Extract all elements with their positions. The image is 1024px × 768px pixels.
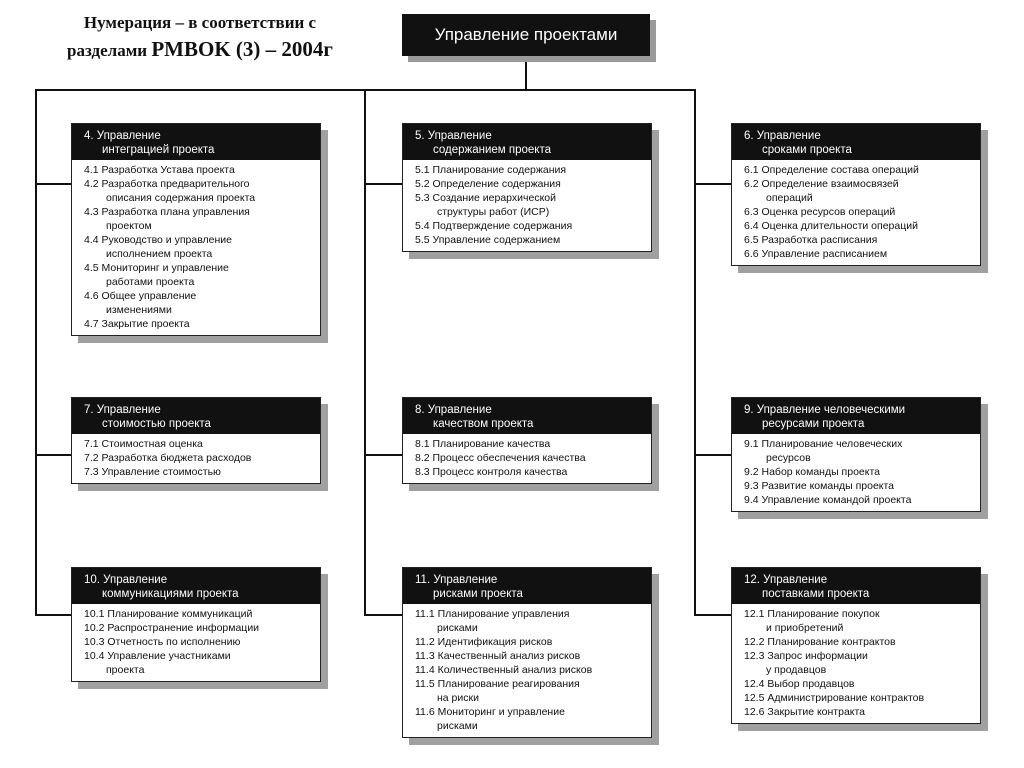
process-item-text: 8.3 Процесс контроля качества xyxy=(415,466,568,478)
connector-left-trunk xyxy=(35,89,37,615)
area-header xyxy=(732,124,980,160)
process-item xyxy=(84,177,314,205)
process-item-text: 8.2 Процесс обеспечения качества xyxy=(415,452,586,464)
process-item-text: 5.3 Создание иерархической xyxy=(415,192,556,204)
caption-line-1: Нумерация – в соответствии с xyxy=(83,13,317,32)
process-item xyxy=(84,437,314,451)
process-item-text-continued: проекта xyxy=(106,664,145,676)
process-item xyxy=(744,247,974,261)
process-item xyxy=(744,177,974,205)
process-item xyxy=(744,479,974,493)
area-item-list xyxy=(403,604,651,737)
connector-middle-trunk xyxy=(364,89,366,615)
process-item xyxy=(744,691,974,705)
process-item-text-continued: изменениями xyxy=(106,304,172,316)
process-item xyxy=(744,649,974,677)
process-item-text-continued: рисками xyxy=(437,622,478,634)
process-item-text: 4.2 Разработка предварительного xyxy=(84,178,250,190)
connector-branch-scope xyxy=(364,183,402,185)
process-item-text: 10.4 Управление участниками xyxy=(84,650,231,662)
process-item xyxy=(84,233,314,261)
process-item xyxy=(415,191,645,219)
area-title: 10. Управление xyxy=(84,574,168,586)
connector-branch-quality xyxy=(364,454,402,456)
connector-branch-risk xyxy=(364,614,402,616)
process-item-text: 7.1 Стоимостная оценка xyxy=(84,438,203,450)
process-item-text: 11.3 Качественный анализ рисков xyxy=(415,650,581,662)
area-box-time xyxy=(731,123,981,266)
process-item-text: 12.6 Закрытие контракта xyxy=(744,706,866,718)
process-item-text: 4.6 Общее управление xyxy=(84,290,197,302)
process-item-text: 11.1 Планирование управления xyxy=(415,608,570,620)
process-item xyxy=(744,677,974,691)
process-item xyxy=(84,163,314,177)
process-item xyxy=(415,437,645,451)
area-title: 6. Управление xyxy=(744,130,821,142)
process-item-text: 5.5 Управление содержанием xyxy=(415,234,561,246)
area-item-list xyxy=(403,434,651,483)
process-item xyxy=(84,289,314,317)
process-item-text: 11.5 Планирование реагирования xyxy=(415,678,580,690)
process-item-text: 6.3 Оценка ресурсов операций xyxy=(744,206,896,218)
area-item-list xyxy=(72,160,320,335)
connector-branch-procurement xyxy=(694,614,731,616)
area-header xyxy=(72,398,320,434)
process-item xyxy=(84,465,314,479)
process-item-text: 12.2 Планирование контрактов xyxy=(744,636,896,648)
process-item-text-continued: структуры работ (ИСР) xyxy=(437,206,550,218)
area-header xyxy=(403,568,651,604)
process-item xyxy=(744,163,974,177)
process-item xyxy=(415,219,645,233)
connector-branch-hr xyxy=(694,454,731,456)
process-item-text: 4.5 Мониторинг и управление xyxy=(84,262,229,274)
area-box-cost xyxy=(71,397,321,484)
area-header xyxy=(732,398,980,434)
process-item-text-continued: рисками xyxy=(437,720,478,732)
area-item-list xyxy=(403,160,651,251)
area-subtitle: содержанием проекта xyxy=(433,144,551,156)
process-item xyxy=(744,607,974,635)
process-item xyxy=(415,649,645,663)
process-item xyxy=(84,635,314,649)
process-item-text: 6.4 Оценка длительности операций xyxy=(744,220,918,232)
process-item-text: 10.2 Распространение информации xyxy=(84,622,260,634)
process-item-text: 4.7 Закрытие проекта xyxy=(84,318,190,330)
process-item-text: 5.2 Определение содержания xyxy=(415,178,561,190)
process-item-text: 9.4 Управление командой проекта xyxy=(744,494,912,506)
area-item-list xyxy=(72,604,320,681)
process-item-text-continued: у продавцов xyxy=(766,664,827,676)
process-item xyxy=(415,607,645,635)
process-item xyxy=(744,233,974,247)
process-item-text-continued: исполнением проекта xyxy=(106,248,213,260)
area-title: 12. Управление xyxy=(744,574,828,586)
process-item xyxy=(744,465,974,479)
process-item-text: 8.1 Планирование качества xyxy=(415,438,551,450)
area-title: 8. Управление xyxy=(415,404,492,416)
area-subtitle: ресурсами проекта xyxy=(762,418,865,430)
process-item-text-continued: работами проекта xyxy=(106,276,195,288)
process-item xyxy=(84,261,314,289)
area-title: 11. Управление xyxy=(415,574,498,586)
area-subtitle: стоимостью проекта xyxy=(102,418,211,430)
area-title: 9. Управление человеческими xyxy=(744,404,906,416)
process-item-text: 5.4 Подтверждение содержания xyxy=(415,220,573,232)
area-header xyxy=(403,124,651,160)
process-item xyxy=(415,635,645,649)
connector-branch-integration xyxy=(35,183,71,185)
process-item xyxy=(744,205,974,219)
area-subtitle: рисками проекта xyxy=(433,588,523,600)
area-item-list xyxy=(732,160,980,265)
connector-branch-communications xyxy=(35,614,71,616)
process-item-text-continued: и приобретений xyxy=(766,622,844,634)
process-item-text: 4.4 Руководство и управление xyxy=(84,234,232,246)
diagram-caption xyxy=(20,10,380,64)
process-item xyxy=(415,451,645,465)
area-subtitle: коммуникациями проекта xyxy=(102,588,239,600)
caption-line-2-prefix: разделами xyxy=(67,41,152,60)
process-item xyxy=(84,451,314,465)
area-title: 7. Управление xyxy=(84,404,161,416)
process-item-text: 11.2 Идентификация рисков xyxy=(415,636,553,648)
process-item xyxy=(415,663,645,677)
process-item-text: 10.1 Планирование коммуникаций xyxy=(84,608,253,620)
process-item-text: 9.1 Планирование человеческих xyxy=(744,438,903,450)
root-node-project-management: Управление проектами xyxy=(402,14,650,56)
area-subtitle: поставками проекта xyxy=(762,588,870,600)
process-item-text-continued: на риски xyxy=(437,692,479,704)
process-item-text: 4.1 Разработка Устава проекта xyxy=(84,164,235,176)
process-item-text: 12.4 Выбор продавцов xyxy=(744,678,855,690)
process-item-text: 4.3 Разработка плана управления xyxy=(84,206,250,218)
process-item-text: 9.2 Набор команды проекта xyxy=(744,466,880,478)
process-item-text: 7.3 Управление стоимостью xyxy=(84,466,221,478)
process-item-text: 6.1 Определение состава операций xyxy=(744,164,919,176)
process-item xyxy=(415,677,645,705)
process-item xyxy=(415,177,645,191)
process-item xyxy=(744,437,974,465)
process-item-text-continued: проектом xyxy=(106,220,152,232)
caption-line-2-pmbok: PMBOK (3) – 2004г xyxy=(151,37,333,61)
process-item xyxy=(84,649,314,677)
area-subtitle: качеством проекта xyxy=(433,418,534,430)
process-item-text-continued: описания содержания проекта xyxy=(106,192,256,204)
process-item-text: 11.6 Мониторинг и управление xyxy=(415,706,565,718)
process-item xyxy=(84,621,314,635)
connector-right-trunk xyxy=(694,89,696,615)
connector-branch-time xyxy=(694,183,731,185)
process-item xyxy=(744,219,974,233)
area-item-list xyxy=(732,434,980,511)
process-item xyxy=(84,607,314,621)
process-item-text: 12.3 Запрос информации xyxy=(744,650,868,662)
process-item xyxy=(415,163,645,177)
area-title: 5. Управление xyxy=(415,130,492,142)
connector-branch-cost xyxy=(35,454,71,456)
process-item xyxy=(415,233,645,247)
area-subtitle: интеграцией проекта xyxy=(102,144,215,156)
process-item-text: 12.1 Планирование покупок xyxy=(744,608,880,620)
area-item-list xyxy=(732,604,980,723)
process-item-text: 6.5 Разработка расписания xyxy=(744,234,878,246)
area-box-integration xyxy=(71,123,321,336)
process-item xyxy=(84,205,314,233)
area-box-hr xyxy=(731,397,981,512)
process-item-text: 12.5 Администрирование контрактов xyxy=(744,692,925,704)
process-item-text: 5.1 Планирование содержания xyxy=(415,164,567,176)
process-item-text-continued: операций xyxy=(766,192,813,204)
area-item-list xyxy=(72,434,320,483)
process-item xyxy=(84,317,314,331)
area-box-procurement xyxy=(731,567,981,724)
process-item xyxy=(415,705,645,733)
process-item-text: 7.2 Разработка бюджета расходов xyxy=(84,452,252,464)
process-item xyxy=(415,465,645,479)
area-subtitle: сроками проекта xyxy=(762,144,852,156)
area-title: 4. Управление xyxy=(84,130,161,142)
area-header xyxy=(72,124,320,160)
process-item xyxy=(744,493,974,507)
caption-line-2 xyxy=(20,36,380,64)
process-item-text: 6.2 Определение взаимосвязей xyxy=(744,178,899,190)
area-box-risk xyxy=(402,567,652,738)
area-box-scope xyxy=(402,123,652,252)
area-box-communications xyxy=(71,567,321,682)
process-item-text-continued: ресурсов xyxy=(766,452,811,464)
process-item xyxy=(744,705,974,719)
area-header xyxy=(732,568,980,604)
area-box-quality xyxy=(402,397,652,484)
process-item-text: 9.3 Развитие команды проекта xyxy=(744,480,895,492)
process-item-text: 10.3 Отчетность по исполнению xyxy=(84,636,241,648)
process-item-text: 6.6 Управление расписанием xyxy=(744,248,888,260)
area-header xyxy=(403,398,651,434)
area-header xyxy=(72,568,320,604)
connector-root-down xyxy=(525,56,527,90)
process-item-text: 11.4 Количественный анализ рисков xyxy=(415,664,593,676)
process-item xyxy=(744,635,974,649)
